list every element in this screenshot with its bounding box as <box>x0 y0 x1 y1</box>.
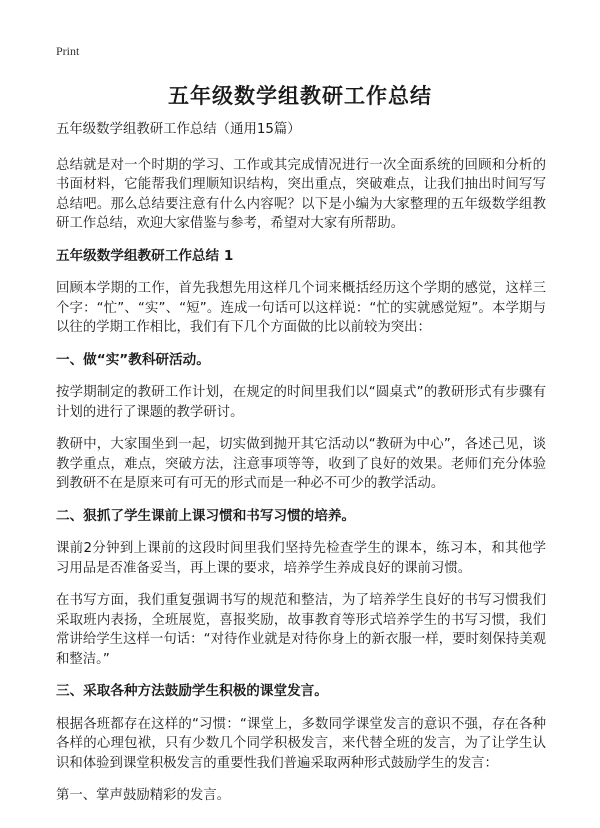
heading-1: 一、做“实”教科研活动。 <box>56 351 210 368</box>
paragraph-5: 在书写方面，我们重复强调书写的规范和整洁，为了培养学生良好的书写习惯我们采取班内表扬，全班展览，喜报奖励，故事教育等形式培养学生的书写习惯，我们常讲给学生这样一句话：“对待作业就是对待你身上的新衣服一样，要时刻保持美观和整洁。” <box>56 593 546 667</box>
paragraph-2: 按学期制定的教研工作计划，在规定的时间里我们以“圆桌式”的教研形式有步骤有计划的进行了课题的教学研讨。 <box>56 385 546 420</box>
page-title: 五年级数学组教研工作总结 <box>168 84 432 108</box>
paragraph-7: 第一、掌声鼓励精彩的发言。 <box>56 788 231 803</box>
intro-paragraph: 总结就是对一个时期的学习、工作或其完成情况进行一次全面系统的回顾和分析的书面材料，它能帮我们理顺知识结构，突出重点，突破难点，让我们抽出时间写写总结吧。那么总结要注意有什么内容呢？以下是小编为大家整理的五年级数学组教研工作总结，欢迎大家借鉴与参考，希望对大家有所帮助。 <box>56 157 546 231</box>
paragraph-4: 课前2分钟到上课前的这段时间里我们坚持先检查学生的课本，练习本，和其他学习用品是否准备妥当，再上课的要求，培养学生养成良好的课前习惯。 <box>56 541 546 576</box>
section-title: 五年级数学组教研工作总结 1 <box>56 247 234 264</box>
paragraph-1: 回顾本学期的工作，首先我想先用这样几个词来概括经历这个学期的感觉，这样三个字：“忙”、“实”、“短”。连成一句话可以这样说：“忙的实就感觉短”。本学期与以往的学期工作相比，我们有下几个方面做的比以前较为突出： <box>56 281 546 335</box>
print-link[interactable]: Print <box>56 44 80 58</box>
document-body <box>56 120 546 819</box>
heading-2: 二、狠抓了学生课前上课习惯和书写习惯的培养。 <box>56 507 356 524</box>
document-subtitle: 五年级数学组教研工作总结（通用15篇） <box>56 122 301 137</box>
heading-3: 三、采取各种方法鼓励学生积极的课堂发言。 <box>56 683 328 699</box>
paragraph-3: 教研中，大家围坐到一起，切实做到抛开其它活动以“教研为中心”，各述己见，谈教学重点，难点，突破方法，注意事项等等，收到了良好的效果。老师们充分体验到教研不在是原来可有可无的形式而是一种必不可少的教学活动。 <box>56 437 546 491</box>
paragraph-6: 根据各班都存在这样的“习惯：“课堂上，多数同学课堂发言的意识不强，存在各种各样的心理包袱，只有少数几个同学积极发言，来代替全班的发言，为了让学生认识和体验到课堂积极发言的重要性我们普遍采取两种形式鼓励学生的发言： <box>56 716 546 771</box>
